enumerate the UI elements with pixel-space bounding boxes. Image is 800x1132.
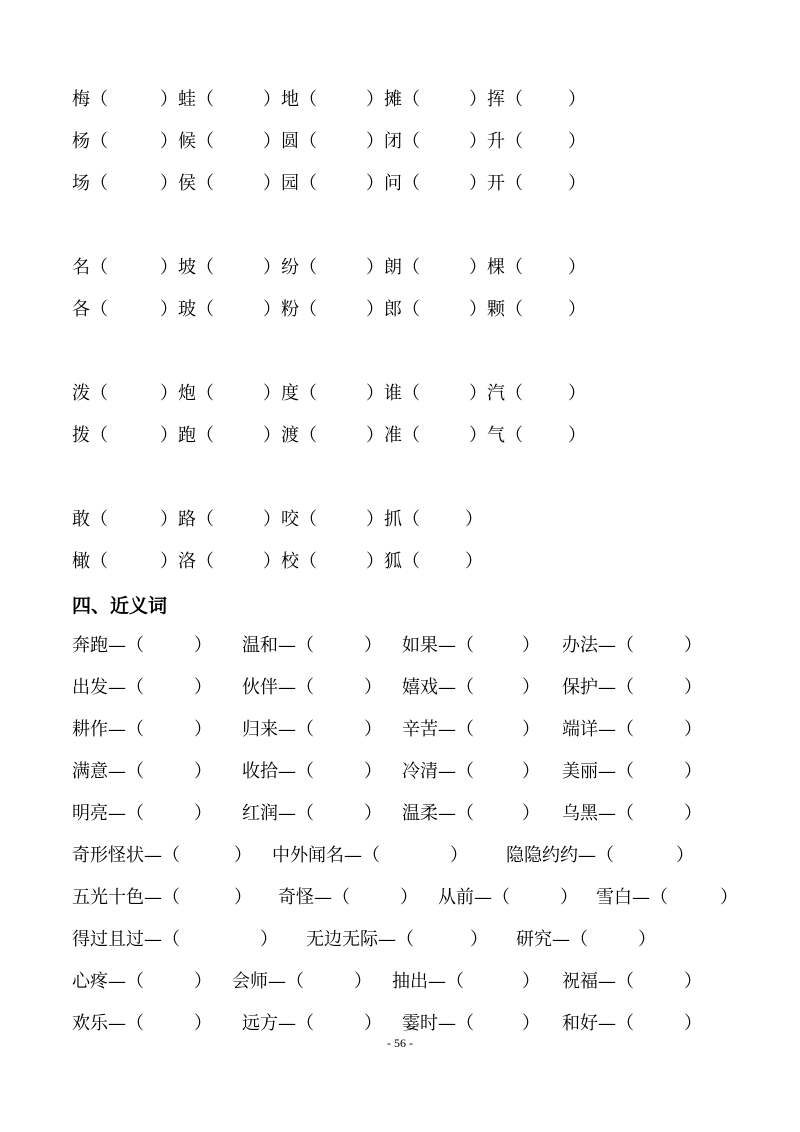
char-row	[0, 295, 800, 325]
synonym-item: 乌黑—（	[562, 803, 634, 824]
paren-close: ）	[568, 299, 586, 320]
paren-close: ）	[364, 719, 382, 740]
synonym-item: 雪白—（	[596, 887, 668, 908]
paren-close: ）	[194, 719, 212, 740]
paren-close: ）	[684, 635, 702, 656]
paren-close: ）	[568, 131, 586, 152]
synonym-item: 收拾—（	[242, 761, 314, 782]
paren-close: ）	[522, 761, 540, 782]
char-item: ）路（	[160, 509, 214, 530]
char-item: ）棵（	[469, 257, 523, 278]
paren-close: ）	[560, 887, 578, 908]
char-item: ）抓（	[366, 509, 420, 530]
paren-close: ）	[194, 761, 212, 782]
paren-close: ）	[364, 1013, 382, 1034]
char-item: ）渡（	[263, 425, 317, 446]
char-item: 梅（	[72, 89, 108, 110]
char-row	[0, 127, 800, 157]
char-item: ）谁（	[366, 383, 420, 404]
paren-close: ）	[194, 1013, 212, 1034]
paren-close: ）	[684, 719, 702, 740]
char-item: ）郎（	[366, 299, 420, 320]
char-item: 橄（	[72, 551, 108, 572]
paren-close: ）	[568, 425, 586, 446]
char-item: ）颗（	[469, 299, 523, 320]
paren-close: ）	[522, 803, 540, 824]
synonym-row	[0, 715, 800, 745]
paren-close: ）	[364, 635, 382, 656]
synonym-row	[0, 673, 800, 703]
paren-close: ）	[260, 929, 278, 950]
char-item: ）挥（	[469, 89, 523, 110]
synonym-item: 温柔—（	[402, 803, 474, 824]
paren-close: ）	[194, 635, 212, 656]
paren-close: ）	[638, 929, 656, 950]
char-item: ）候（	[160, 131, 214, 152]
synonym-item: 远方—（	[242, 1013, 314, 1034]
char-item: ）气（	[469, 425, 523, 446]
char-item: ）纷（	[263, 257, 317, 278]
char-item: ）问（	[366, 173, 420, 194]
char-item: 场（	[72, 173, 108, 194]
char-item: ）开（	[469, 173, 523, 194]
synonym-item: 和好—（	[562, 1013, 634, 1034]
char-item: ）园（	[263, 173, 317, 194]
paren-close: ）	[720, 887, 738, 908]
char-row	[0, 379, 800, 409]
char-row	[0, 85, 800, 115]
synonym-row	[0, 1009, 800, 1039]
synonym-row	[0, 631, 800, 661]
paren-close: ）	[522, 1013, 540, 1034]
paren-close: ）	[522, 677, 540, 698]
paren-close: ）	[465, 551, 483, 572]
char-item: 泼（	[72, 383, 108, 404]
char-row	[0, 169, 800, 199]
paren-close: ）	[194, 803, 212, 824]
paren-close: ）	[684, 1013, 702, 1034]
char-item: ）校（	[263, 551, 317, 572]
char-item: ）摊（	[366, 89, 420, 110]
synonym-item: 得过且过—（	[72, 929, 180, 950]
paren-close: ）	[568, 173, 586, 194]
char-row	[0, 421, 800, 451]
char-item: ）汽（	[469, 383, 523, 404]
synonym-item: 耕作—（	[72, 719, 144, 740]
synonym-row	[0, 841, 800, 871]
synonym-item: 伙伴—（	[242, 677, 314, 698]
char-row	[0, 253, 800, 283]
synonym-item: 满意—（	[72, 761, 144, 782]
synonym-row	[0, 883, 800, 913]
synonym-item: 会师—（	[232, 971, 304, 992]
synonym-item: 欢乐—（	[72, 1013, 144, 1034]
char-item: ）咬（	[263, 509, 317, 530]
char-item: ）地（	[263, 89, 317, 110]
synonym-row	[0, 967, 800, 997]
char-item: ）蛙（	[160, 89, 214, 110]
char-item: ）狐（	[366, 551, 420, 572]
char-item: 拨（	[72, 425, 108, 446]
synonym-item: 辛苦—（	[402, 719, 474, 740]
char-item: ）玻（	[160, 299, 214, 320]
paren-close: ）	[364, 803, 382, 824]
paren-close: ）	[234, 845, 252, 866]
synonym-row	[0, 799, 800, 829]
char-item: ）炮（	[160, 383, 214, 404]
synonym-item: 隐隐约约—（	[506, 845, 614, 866]
char-item: 杨（	[72, 131, 108, 152]
paren-close: ）	[354, 971, 372, 992]
synonym-item: 嬉戏—（	[402, 677, 474, 698]
paren-close: ）	[194, 677, 212, 698]
char-item: ）升（	[469, 131, 523, 152]
paren-close: ）	[400, 887, 418, 908]
char-item: ）跑（	[160, 425, 214, 446]
synonym-item: 奔跑—（	[72, 635, 144, 656]
synonym-item: 研究—（	[516, 929, 588, 950]
synonym-item: 归来—（	[242, 719, 314, 740]
paren-close: ）	[194, 971, 212, 992]
paren-close: ）	[522, 971, 540, 992]
paren-close: ）	[470, 929, 488, 950]
paren-close: ）	[684, 803, 702, 824]
paren-close: ）	[684, 677, 702, 698]
synonym-item: 祝福—（	[562, 971, 634, 992]
char-item: 敢（	[72, 509, 108, 530]
char-item: ）侯（	[160, 173, 214, 194]
char-item: ）朗（	[366, 257, 420, 278]
paren-close: ）	[450, 845, 468, 866]
synonym-item: 五光十色—（	[72, 887, 180, 908]
char-item: 名（	[72, 257, 108, 278]
synonym-item: 美丽—（	[562, 761, 634, 782]
paren-close: ）	[364, 761, 382, 782]
synonym-item: 如果—（	[402, 635, 474, 656]
section-heading: 四、近义词	[72, 595, 168, 617]
synonym-item: 霎时—（	[402, 1013, 474, 1034]
paren-close: ）	[684, 971, 702, 992]
synonym-item: 抽出—（	[392, 971, 464, 992]
synonym-item: 从前—（	[438, 887, 510, 908]
page-number: - 56 -	[387, 1036, 413, 1050]
char-item: ）圆（	[263, 131, 317, 152]
synonym-item: 心疼—（	[72, 971, 144, 992]
paren-close: ）	[234, 887, 252, 908]
char-item: ）准（	[366, 425, 420, 446]
paren-close: ）	[684, 761, 702, 782]
paren-close: ）	[568, 257, 586, 278]
paren-close: ）	[364, 677, 382, 698]
paren-close: ）	[522, 719, 540, 740]
paren-close: ）	[676, 845, 694, 866]
synonym-item: 端详—（	[562, 719, 634, 740]
synonym-item: 明亮—（	[72, 803, 144, 824]
synonym-item: 保护—（	[562, 677, 634, 698]
synonym-item: 办法—（	[562, 635, 634, 656]
synonym-item: 温和—（	[242, 635, 314, 656]
synonym-item: 冷清—（	[402, 761, 474, 782]
char-item: ）度（	[263, 383, 317, 404]
synonym-item: 红润—（	[242, 803, 314, 824]
synonym-item: 中外闻名—（	[272, 845, 380, 866]
char-item: ）洛（	[160, 551, 214, 572]
synonym-item: 无边无际—（	[306, 929, 414, 950]
char-item: ）粉（	[263, 299, 317, 320]
char-row	[0, 547, 800, 577]
char-item: ）坡（	[160, 257, 214, 278]
synonym-item: 出发—（	[72, 677, 144, 698]
synonym-item: 奇怪—（	[278, 887, 350, 908]
synonym-row	[0, 925, 800, 955]
paren-close: ）	[522, 635, 540, 656]
paren-close: ）	[568, 89, 586, 110]
synonym-item: 奇形怪状—（	[72, 845, 180, 866]
char-row	[0, 505, 800, 535]
char-item: 各（	[72, 299, 108, 320]
char-item: ）闭（	[366, 131, 420, 152]
paren-close: ）	[465, 509, 483, 530]
paren-close: ）	[568, 383, 586, 404]
synonym-row	[0, 757, 800, 787]
